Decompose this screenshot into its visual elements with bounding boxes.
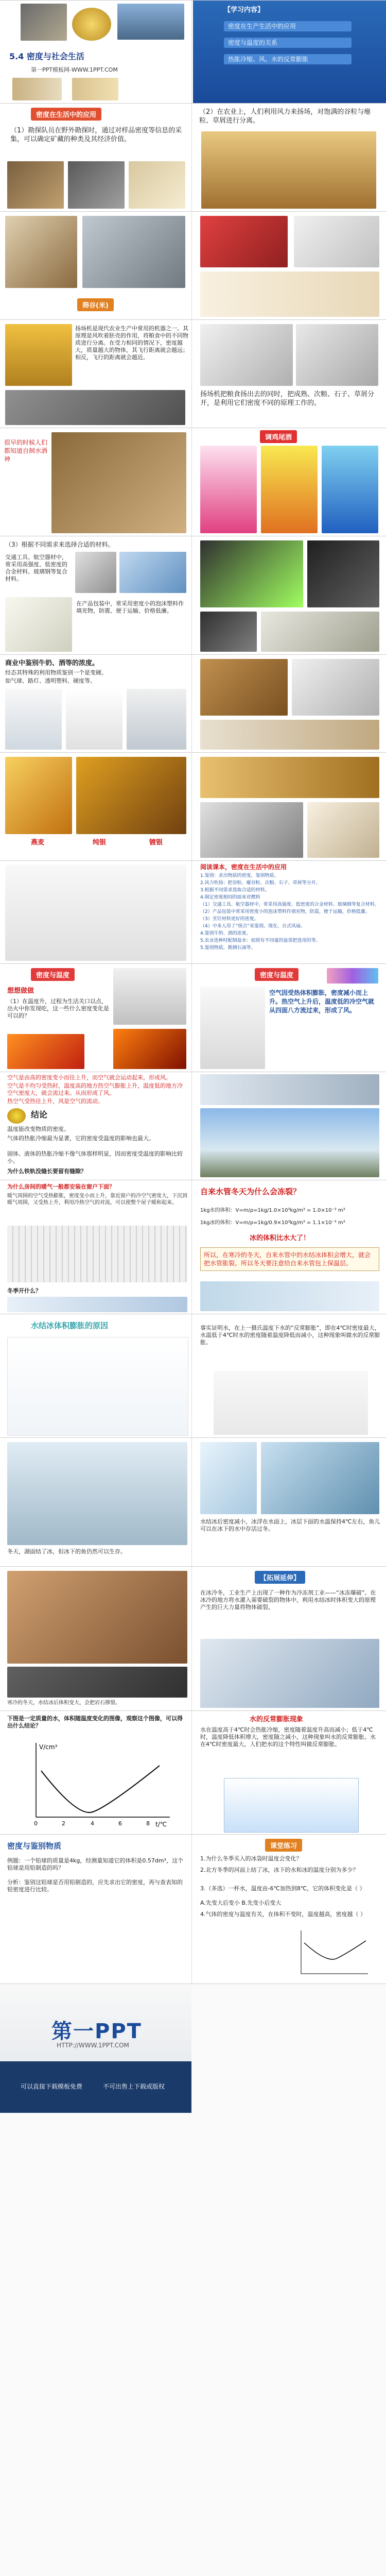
- slide-7: [0, 654, 386, 753]
- winnower-principle-text: 扬场机是现代农业生产中常用的机器之一。其原理是风吹着胚壳的作用，将粮食中的不同物质进行分离。在受力相同的情况下，密度越大，质量越大的物体，其飞行距离就会越远；相反，飞行的距离就会越近。: [75, 325, 188, 361]
- slide-16-left: [0, 1711, 192, 1835]
- anomaly-explain: 水在温度高于4℃时会热胀冷缩，密度随着温度升高而减小；低于4℃时，温度降低体积增大，密度随之减小，这种现象叫水的反常膨胀。水在4℃时密度最大，人们把水的这个特性叫做反常膨胀。: [200, 1726, 376, 1748]
- wind-line-2: 空气是不均匀受热时，温度高的地方热空气膨胀上升，温度低的地方冷空气密度大，就会流过来。从而形成了风。: [7, 1082, 183, 1096]
- crowd-photo: [5, 390, 185, 425]
- geology-text: （1）勘探队员在野外勘探时，通过对样品密度等信息的采集，可以确定矿藏的种类及其经济价值。: [10, 127, 182, 143]
- footer-area: [0, 1984, 386, 2576]
- slide-6: [0, 536, 386, 655]
- footer-logo: 第一PPT: [51, 2020, 142, 2043]
- slide-16-right: [193, 1711, 386, 1835]
- gold-bars-photo: [76, 757, 186, 834]
- milk-title: 商业中鉴别牛奶、酒等的浓度。: [5, 659, 99, 667]
- material-item-1: 交通工具、航空器材中，常采用高强度、低密度的合金材料、玻璃钢等复合材料。: [5, 554, 67, 582]
- read-line: 2.风力吹扬：把谷粒、瘪谷粒、次粮、石子、草屑等分开。: [200, 880, 321, 886]
- frozen-lake-photo: [7, 1442, 187, 1545]
- slide-3-left: [0, 212, 192, 320]
- practice-3: 3.（多选）一杯水，温度由-6℃加热到8℃，它的体积变化是（ ）: [200, 1885, 365, 1892]
- label-plated: 镀银: [149, 839, 163, 846]
- read-line: 5.鉴别物质，勘测石油等。: [200, 945, 256, 951]
- tick-label: 6: [118, 1820, 122, 1827]
- slide-2-left: [0, 104, 192, 212]
- instrument-photo: [200, 802, 303, 858]
- learn-item-2: 密度与温度的关系: [224, 38, 352, 48]
- heater-question: 为什么房间的暖气一般都安装在窗户下面？: [7, 1183, 115, 1190]
- box-photo: [72, 78, 118, 100]
- rock-caption: 寒冷的冬天，水结冰后体积变大，会把岩石撑裂。: [7, 1700, 120, 1706]
- sorting-diagram: [296, 324, 378, 386]
- lake-layers-diagram: [224, 1778, 359, 1833]
- read-line: 5.农业选种时配制盐水：依照有不同量的盐需把选用的等。: [200, 938, 321, 943]
- slide-15: [0, 1566, 386, 1711]
- slide-4: [0, 319, 386, 428]
- slide-14-left: [0, 1438, 192, 1567]
- page-title: 5.4 密度与社会生活: [9, 52, 84, 61]
- winnower-right-text: 扬场机把粮食扬出去的同时，把成熟、次粮、石子、草屑分开，是利用它们密度不同的原理工作的。: [200, 391, 375, 407]
- slide-13-right: [193, 1314, 386, 1438]
- practice-title: 课堂练习: [265, 1839, 302, 1852]
- practice-curve: [304, 1941, 366, 1959]
- conclusion-1: 温度能改变物质的密度。: [7, 1126, 69, 1132]
- slide-2: [0, 103, 386, 212]
- drilling-photo: [7, 161, 64, 209]
- winnowing-text: （2）在农业上，人们利用风力来扬场，对饱满的谷粒与瘪粒、草屑进行分离。: [199, 108, 371, 125]
- fireplace-photo: [113, 1029, 186, 1069]
- think-text: （1）在温度升，过程为生活关口以点，出火中你发现吃，这一些什么密度变化是可以的？: [7, 998, 109, 1019]
- sieve-label: 筛谷(米): [77, 298, 114, 311]
- tick-label: 4: [91, 1820, 94, 1827]
- slide-1-right: [193, 1, 386, 104]
- slide-7-right: [193, 655, 386, 753]
- milk-item-2: 如气球、路灯、透明塑料、硬度等。: [5, 677, 96, 684]
- read-line: 3.根据不同需求选取合适的材料。: [200, 888, 270, 893]
- extension-title: 【拓展延伸】: [255, 1571, 305, 1584]
- cartoon-photo: [292, 659, 379, 716]
- chute-diagram: [200, 324, 293, 386]
- slide-5: [0, 428, 386, 536]
- explain-box: 所以，在寒冷的冬天，自来水管中的水结冰体积会增大，就会把水管胀裂。所以冬天要注意给自来水管包上保温层。: [200, 1247, 379, 1271]
- slide-12: [0, 1180, 386, 1314]
- slide-11-left: [0, 1072, 192, 1180]
- learn-item-1: 密度在生产生活中的应用: [224, 21, 352, 31]
- label-silver: 纯银: [93, 839, 107, 846]
- slide-5-right: [193, 428, 386, 536]
- winnower-machine-photo: [200, 216, 288, 267]
- anomaly-title: 水的反常膨胀现象: [250, 1716, 304, 1723]
- ice-structure-diagram: [214, 1371, 368, 1435]
- label-gold: 燕麦: [31, 839, 45, 846]
- ice-blast-photo: [200, 1639, 379, 1708]
- lab-photo: [117, 4, 184, 40]
- ancient-wine-photo: [51, 432, 186, 533]
- dish-photo: [7, 1571, 187, 1664]
- slide-7-left: [0, 655, 192, 753]
- densimeter-photo: [127, 689, 186, 750]
- rim-photo: [200, 612, 257, 652]
- slide-14-right: [193, 1438, 386, 1567]
- read-line: （4）中来人用了“统合”来鉴别。现在，台式风扇。: [200, 924, 306, 929]
- read-line: 4.鉴别牛奶、酒的浓度。: [200, 931, 251, 936]
- lake-caption: 冬天，湖面结了冰，但冰下的鱼仍然可以生存。: [7, 1548, 126, 1555]
- expansion-title: 水结冰体积膨胀的原因: [31, 1321, 109, 1330]
- volume-curve: [41, 1766, 160, 1812]
- fridge-photo: [113, 968, 186, 1025]
- material-item-2: 在产品包装中，常采用密度小的泡沫塑料作填充物，防震、便于运输、价格低廉。: [76, 600, 184, 614]
- slide-5-left: [0, 428, 192, 536]
- wind-line-1: 空气是由高的密度变小而往上升，而空气就会运动起来，形成风。: [7, 1074, 171, 1081]
- ore-photo: [21, 4, 67, 41]
- temperature-heading: 密度与温度: [31, 968, 75, 981]
- lake-right-text: 水结冰后密度减小，冰浮在水面上，冰层下面的水温保持4℃左右，鱼儿可以在冰下的水中存活过冬。: [200, 1518, 380, 1532]
- hint-text: 分析：鉴别这铅球是否用铅制造的，应先求出它的密度，再与查表知的铅密度进行比较。: [7, 1879, 183, 1893]
- footer-band: [0, 2061, 191, 2113]
- slide-9: [0, 860, 386, 964]
- slide-10-right: [193, 964, 386, 1072]
- fire-photo: [7, 1034, 84, 1069]
- radiator-photo: [7, 1226, 187, 1282]
- gold-crown-photo: [5, 757, 72, 834]
- tick-label: 8: [146, 1820, 150, 1827]
- anomaly-text: 事实证明水，在上一摄氏温度下水的“反常膨胀”，即在4℃时密度最大，水温低于4℃时水的密度随着温度降低而减小，这种现象叫做水的反常膨胀。: [200, 1325, 380, 1346]
- learn-title: 【学习内容】: [224, 6, 265, 14]
- slide-11: [0, 1072, 386, 1180]
- x-label: t/℃: [155, 1821, 167, 1828]
- iceberg-photo: [261, 1442, 379, 1514]
- slide-8-right: [193, 753, 386, 861]
- farmer-photo: [82, 216, 185, 288]
- wind-text: 空气因受热体积膨胀，密度减小而上升。热空气上升后，温度低的冷空气就从四面八方流过来，形成了风。: [269, 989, 375, 1014]
- bracelet-photo: [200, 659, 288, 716]
- bicycle-photo: [200, 540, 303, 607]
- slide-1: [0, 0, 386, 104]
- read-line: （1）交通工具、航空器材中，常采用高强度、低密度的合金材料、玻璃钢等复合材料。: [200, 902, 379, 907]
- calc-ice: 1kg冰的体积：V=m/ρ=1kg/0.9×10³kg/m³ = 1.1×10⁻³ m³: [200, 1220, 345, 1226]
- calc-water: 1kg水的体积：V=m/ρ=1kg/1.0×10³kg/m³ = 1.0×10⁻³ m³: [200, 1208, 345, 1213]
- slide-1-left: [0, 1, 192, 104]
- extension-text: 在冰冷冬，工业生产上出现了一种作为冷冻剂工业——“冰冻爆破”。在冰冷的地方将水灌入需要破裂的物体中，利用水结冰时体积变大的原理产生的巨大力量将物体破裂。: [200, 1589, 376, 1611]
- slide-15-right: [193, 1567, 386, 1711]
- frozen-pipe-photo: [200, 1281, 379, 1311]
- read-line: 4.制定密度相同的面来对燃料: [200, 895, 260, 900]
- diagram-strip: [200, 1074, 379, 1105]
- wind-line-3: 热空气受热往上升，风是空气的流动。: [7, 1098, 103, 1105]
- slide-10: [0, 963, 386, 1072]
- temperature-heading-right: 密度与温度: [255, 968, 299, 981]
- jewelry-tray-photo: [200, 757, 379, 798]
- site-label: 第一PPT模板网-WWW.1PPT.COM: [31, 66, 118, 73]
- heat-question: 冬季开什么？: [7, 1287, 41, 1294]
- frame-photo: [307, 540, 379, 607]
- material-text: （3）根据不同需求来选择合适的材料。: [5, 541, 114, 548]
- footer-url: HTTP://WWW.1PPT.COM: [57, 2042, 129, 2049]
- slide-15-left: [0, 1567, 192, 1711]
- rail-question: 为什么铁轨没缝长要留有缝隙？: [7, 1168, 86, 1175]
- winnowing-photo: [201, 131, 376, 209]
- grain-distribution-diagram: [200, 272, 379, 317]
- bottle-photo: [12, 78, 62, 100]
- practice-4: 4.气体的密度与温度有关，在体积不变时，温度越高，密度越（ ）: [200, 1911, 366, 1918]
- conclusion-2: 气体的热胀冷缩最为显著，它的密度受温度的影响也最大。: [7, 1135, 154, 1142]
- milk-item-1: 经态其特殊的利用物质鉴别一个是变硬。: [5, 669, 107, 676]
- conclusion-3: 固体、液体的热胀冷缩不像气体那样明显，因而密度受温度的影响比较小。: [7, 1150, 183, 1164]
- slide-17: [0, 1834, 386, 1984]
- read-line: 1.鉴别：求出物质的密度，鉴别物质。: [200, 873, 279, 878]
- read-lines: [200, 872, 380, 952]
- sports-car-photo: [75, 552, 116, 593]
- tick-label: 2: [62, 1820, 65, 1827]
- machine-diagram: [294, 216, 379, 267]
- slide-13-left: [0, 1314, 192, 1438]
- balls-photo: [327, 968, 378, 984]
- slide-12-right: [193, 1180, 386, 1314]
- graph-question: 下图是一定质量的水，体积随温度变化的图像，观察这个图像，可以得出什么结论？: [7, 1715, 183, 1729]
- footer-slide: [0, 1984, 191, 2113]
- cocktail-photo-3: [322, 446, 378, 533]
- wine-caption: 很早的时候人们都知道自制水酒神: [4, 439, 48, 463]
- slide-4-left: [0, 320, 192, 428]
- slide-9-right: [193, 861, 386, 964]
- slide-8-left: [0, 753, 192, 861]
- slide-11-right: [193, 1072, 386, 1180]
- practice-3-options: A.先变大后变小 B.先变小后变大: [200, 1900, 282, 1906]
- slide-4-right: [193, 320, 386, 428]
- slide-8: [0, 752, 386, 861]
- slide-3-right: [193, 212, 386, 320]
- practice-1: 1.为什么冬季买入的冰袋时温度会变化？: [200, 1855, 302, 1862]
- identify-title: 密度与鉴别物质: [7, 1841, 62, 1851]
- room-diagram: [5, 865, 186, 961]
- example-text: 例题：一个铅球的质量是4kg，经测量知道它的体积是0.57dm³，这个铅球是用铅制造的吗？: [7, 1857, 183, 1871]
- rock-sample-photo: [68, 161, 125, 209]
- cocktail-label: 调鸡尾酒: [260, 430, 297, 443]
- slide-10-left: [0, 964, 192, 1072]
- cocktail-photo-2: [261, 446, 318, 533]
- slide-2-right: [193, 104, 386, 212]
- slide-6-right: [193, 536, 386, 655]
- glass-photo: [66, 689, 122, 750]
- slide-14: [0, 1437, 386, 1567]
- footer-line-2: 不可出售上下载或版权: [103, 2083, 165, 2090]
- wind-turbine-photo: [200, 1108, 379, 1177]
- pipe-photo: [7, 1297, 187, 1312]
- mineral-photo: [129, 161, 185, 209]
- read-title: 阅读课本，密度在生活中的应用: [200, 863, 287, 871]
- read-line: （2）产品包装中常采用密度小的泡沫塑料作填充物，防震，便于运输，价格低廉。: [200, 909, 370, 914]
- slide-17-right: [193, 1835, 386, 1984]
- conclusion-title: 结论: [31, 1110, 48, 1120]
- heater-answer: 暖气周围的空气受热膨胀，密度变小而上升，靠近窗户的冷空气密度大，下沉到暖气周围，又受热上升，利用冷热空气的对流，可以使整个屋子暖和起来。: [7, 1193, 187, 1206]
- cracked-rock-photo: [7, 1667, 187, 1698]
- result-text: 冰的体积比水大了！: [250, 1234, 310, 1242]
- coin-row-photo: [200, 720, 379, 750]
- slide-12-left: [0, 1180, 192, 1314]
- slide-6-left: [0, 536, 192, 655]
- slide-16: [0, 1710, 386, 1835]
- cocktail-photo-1: [200, 446, 257, 533]
- slide-9-left: [0, 861, 192, 964]
- section-heading: 密度在生活中的应用: [31, 108, 101, 121]
- plane-photo: [119, 552, 186, 593]
- tick-label: 0: [34, 1820, 38, 1827]
- sample-photo: [307, 802, 379, 858]
- practice-graph: [296, 1927, 373, 1979]
- sieve-photo: [5, 216, 77, 288]
- ice-cube-photo: [200, 1442, 257, 1514]
- milk-photo: [5, 689, 62, 750]
- candle-diagram: [200, 987, 265, 1069]
- slide-13: [0, 1314, 386, 1438]
- foam-photo: [5, 597, 72, 652]
- bulb-icon: [7, 1108, 26, 1124]
- slide-17-left: [0, 1835, 192, 1984]
- volume-temperature-graph: [21, 1740, 175, 1831]
- y-label: V/cm³: [39, 1743, 58, 1751]
- molecule-diagram: [7, 1337, 188, 1436]
- read-line: （3）烹饪材料更好的密度。: [200, 917, 259, 922]
- think-label: 想想做做: [7, 987, 34, 995]
- footer-line-1: 可以直接下载模板免费: [21, 2083, 83, 2090]
- slide-3: [0, 211, 386, 320]
- gold-coin-photo: [72, 8, 111, 41]
- learn-item-3: 热胀冷缩、风、水的反常膨胀: [224, 54, 352, 64]
- grain-throw-photo: [5, 324, 72, 386]
- practice-2: 2.北方冬季的河面上结了冰，冰下的水和冰的温度分别为多少？: [200, 1867, 359, 1873]
- fabric-photo: [261, 612, 379, 652]
- pipe-title: 自来水管冬天为什么会冻裂？: [200, 1187, 301, 1196]
